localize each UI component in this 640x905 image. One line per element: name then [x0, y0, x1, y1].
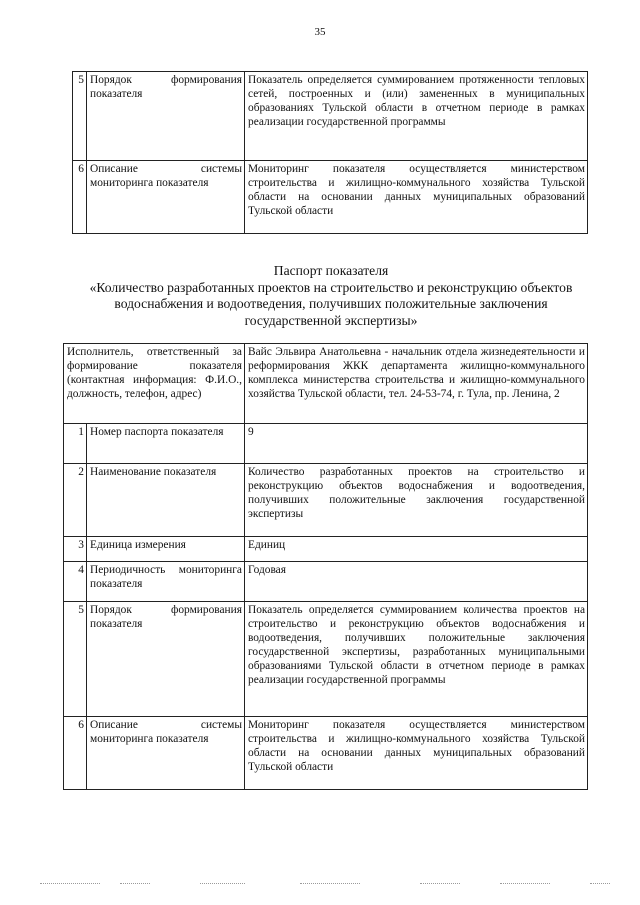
previous-passport-table [72, 71, 588, 234]
table-row [64, 537, 588, 562]
table-row [73, 72, 588, 161]
row-label: Порядок формирования показателя [87, 72, 245, 161]
responsible-label: Исполнитель, ответственный за формирование показателя (контактная информация: Ф.И.О., должность, телефон, адрес) [64, 344, 245, 424]
table-row [64, 562, 588, 602]
row-value: Мониторинг показателя осуществляется министерством строительства и жилищно-коммунального хозяйства Тульской области на основании данных муниципальных образований Тульской области [245, 717, 588, 790]
row-label: Описание системы мониторинга показателя [87, 717, 245, 790]
scan-artifacts [0, 883, 640, 889]
responsible-value: Вайс Эльвира Анатольевна - начальник отдела жизнедеятельности и реформирования ЖКК департамента жилищно-коммунального комплекса министерства строительства и жилищно-коммунального хозяйства Тульской области, тел. 24-53-74, г. Тула, пр. Ленина, 2 [245, 344, 588, 424]
row-label: Номер паспорта показателя [87, 424, 245, 464]
passport-table [63, 343, 588, 790]
table-row [64, 602, 588, 717]
table-row [73, 161, 588, 234]
indicator-name-heading: «Количество разработанных проектов на строительство и реконструкцию объектов водоснабжения и водоотведения, получивших положительные заключения государственной экспертизы» [89, 279, 573, 328]
table-row [64, 717, 588, 790]
row-value: 9 [245, 424, 588, 464]
row-number: 6 [73, 161, 87, 234]
row-value: Количество разработанных проектов на строительство и реконструкцию объектов водоснабжения и водоотведения, получивших положительные заключения государственной экспертизы [245, 464, 588, 537]
row-number: 5 [73, 72, 87, 161]
row-label: Наименование показателя [87, 464, 245, 537]
table-row [64, 424, 588, 464]
row-value: Годовая [245, 562, 588, 602]
row-value: Мониторинг показателя осуществляется министерством строительства и жилищно-коммунального хозяйства Тульской области на основании данных муниципальных образований Тульской области [245, 161, 588, 234]
row-label: Описание системы мониторинга показателя [87, 161, 245, 234]
row-label: Периодичность мониторинга показателя [87, 562, 245, 602]
row-label: Порядок формирования показателя [87, 602, 245, 717]
row-value: Показатель определяется суммированием протяженности тепловых сетей, построенных и (или) замененных в муниципальных образованиях Тульской области в отчетном периоде в рамках реализации государственной программы [245, 72, 588, 161]
table-header-row [64, 344, 588, 424]
row-number: 3 [64, 537, 87, 562]
row-value: Показатель определяется суммированием количества проектов на строительство и реконструкцию объектов водоснабжения и водоотведения, получивших положительные заключения государственной экспертизы, разработанных муниципальными образованиями Тульской области в отчетном периоде в рамках реализации государственной программы [245, 602, 588, 717]
row-label: Единица измерения [87, 537, 245, 562]
row-number: 2 [64, 464, 87, 537]
row-number: 1 [64, 424, 87, 464]
row-number: 4 [64, 562, 87, 602]
table-row [64, 464, 588, 537]
row-number: 6 [64, 717, 87, 790]
passport-title [72, 263, 590, 329]
row-value: Единиц [245, 537, 588, 562]
row-number: 5 [64, 602, 87, 717]
passport-heading: Паспорт показателя [273, 263, 389, 278]
page-number: 35 [314, 26, 326, 38]
